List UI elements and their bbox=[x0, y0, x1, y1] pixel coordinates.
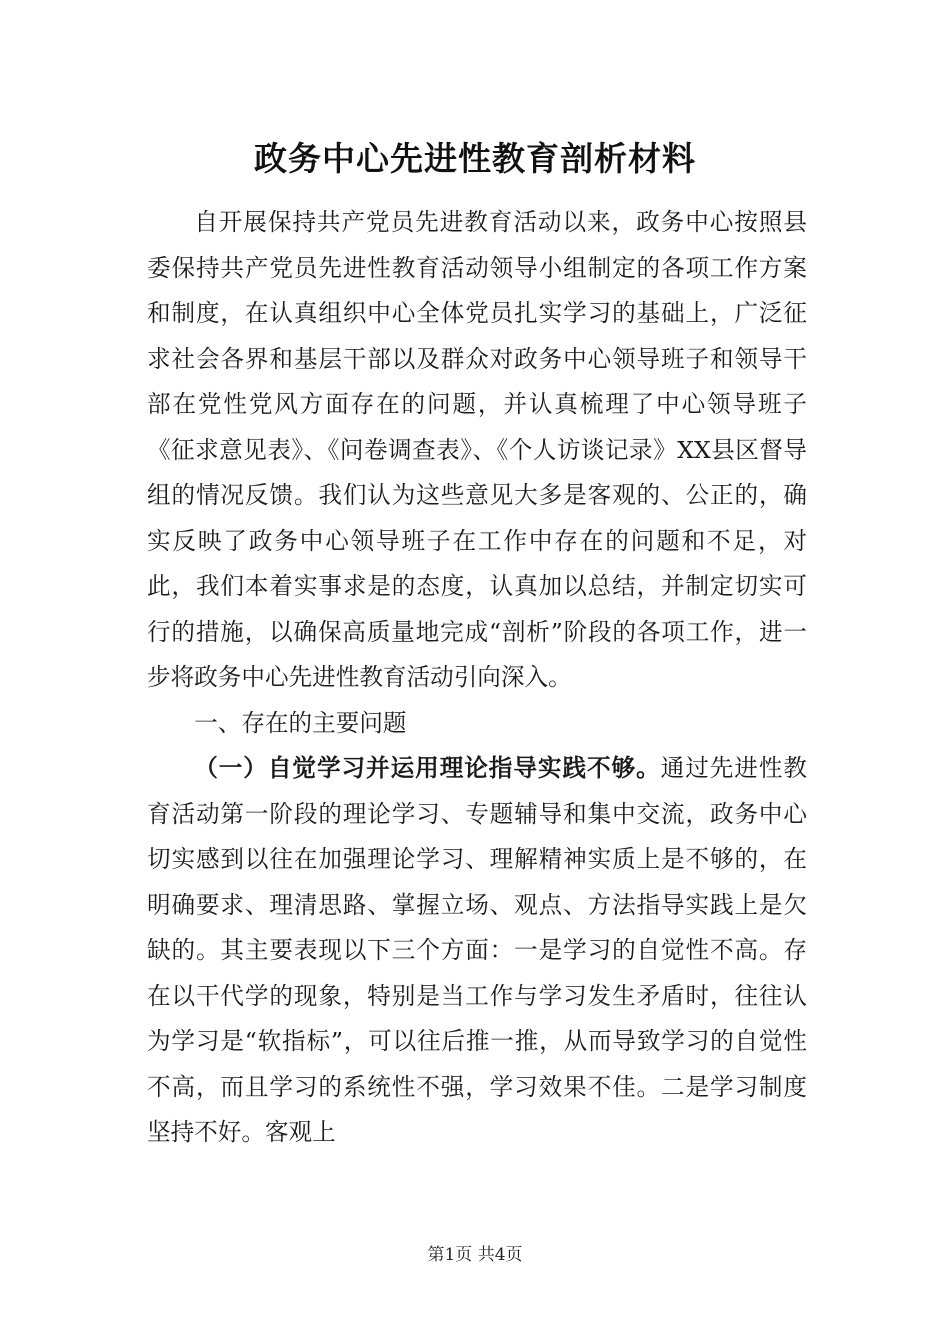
document-body bbox=[147, 200, 807, 1156]
document-title: 政务中心先进性教育剖析材料 bbox=[254, 139, 696, 178]
subsection-text: 通过先进性教育活动第一阶段的理论学习、专题辅导和集中交流，政务中心切实感到以往在加强理论学习、理解精神实质上是不够的，在明确要求、理清思路、掌握立场、观点、方法指导实践上是欠缺的。其主要表现以下三个方面：一是学习的自觉性不高。存在以干代学的现象，特别是当工作与学习发生矛盾时，往往认为学习是“软指标”，可以往后推一推，从而导致学习的自觉性不高，而且学习的系统性不强，学习效果不佳。二是学习制度坚持不好。客观上 bbox=[147, 754, 808, 1146]
intro-paragraph: 自开展保持共产党员先进教育活动以来，政务中心按照县委保持共产党员先进性教育活动领导小组制定的各项工作方案和制度，在认真组织中心全体党员扎实学习的基础上，广泛征求社会各界和基层干部以及群众对政务中心领导班子和领导干部在党性党风方面存在的问题，并认真梳理了中心领导班子《征求意见表》、《问卷调查表》、《个人访谈记录》XX县区督导组的情况反馈。我们认为这些意见大多是客观的、公正的，确实反映了政务中心领导班子在工作中存在的问题和不足，对此，我们本着实事求是的态度，认真加以总结，并制定切实可行的措施，以确保高质量地完成“剖析”阶段的各项工作，进一步将政务中心先进性教育活动引向深入。 bbox=[147, 208, 807, 691]
section-heading: 一、存在的主要问题 bbox=[194, 708, 407, 737]
page-footer: 第1页 共4页 bbox=[427, 1245, 523, 1265]
subsection-paragraph bbox=[147, 746, 807, 1156]
subsection-heading: （一）自觉学习并运用理论指导实践不够。 bbox=[194, 754, 661, 782]
